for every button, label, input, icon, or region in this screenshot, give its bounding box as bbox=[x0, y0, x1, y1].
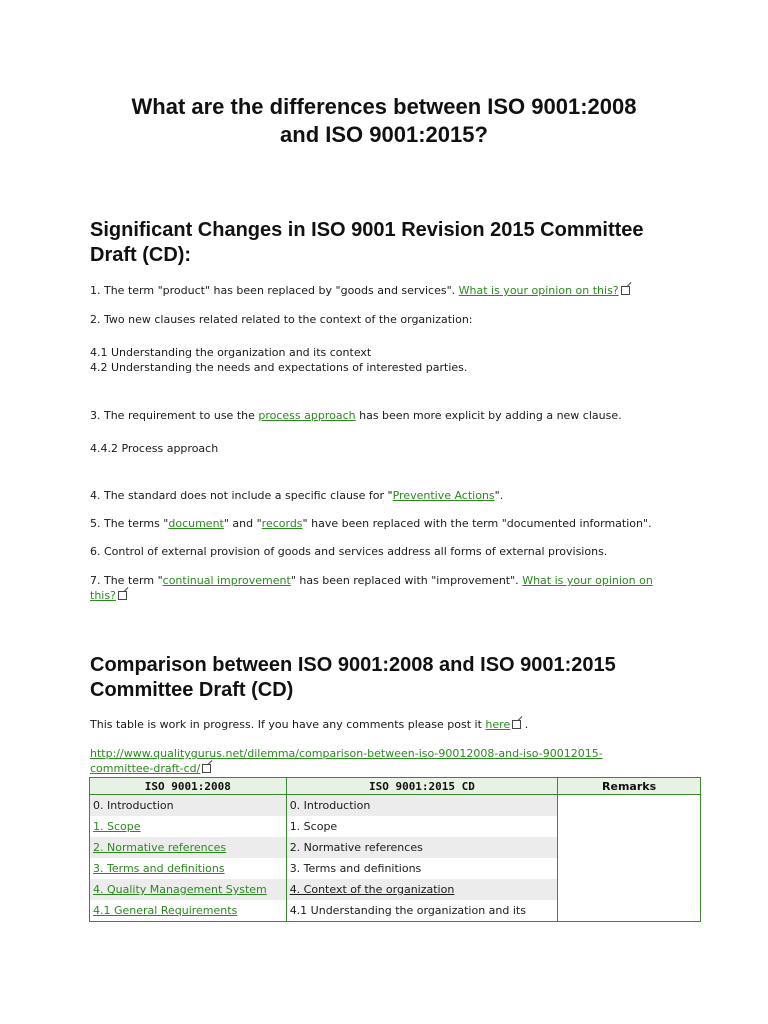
external-link-icon[interactable] bbox=[621, 286, 630, 295]
column-header-iso-2015-cd: ISO 9001:2015 CD bbox=[286, 778, 558, 795]
section-heading-significant-changes bbox=[90, 218, 710, 268]
item-text: has been more explicit by adding a new clause. bbox=[355, 409, 622, 422]
opinion-link[interactable]: What is your opinion on this? bbox=[458, 284, 619, 297]
table-row bbox=[90, 795, 701, 817]
cell-iso-2008: 0. Introduction bbox=[90, 795, 287, 817]
opinion-link-2-continued[interactable]: this? bbox=[90, 589, 116, 602]
heading-line-2: Draft (CD): bbox=[90, 244, 192, 266]
item-text: " and " bbox=[223, 517, 262, 530]
source-url-continued bbox=[90, 761, 690, 776]
table-header-row bbox=[90, 778, 701, 795]
source-url-link-continued[interactable]: committee-draft-cd/ bbox=[90, 762, 201, 775]
page-title-line-2: and ISO 9001:2015? bbox=[280, 122, 488, 147]
quality-management-system-link[interactable]: 4. Quality Management System bbox=[93, 883, 267, 896]
comparison-table bbox=[89, 777, 701, 922]
external-link-icon[interactable] bbox=[512, 720, 521, 729]
clause-text: 4.4.2 Process approach bbox=[90, 442, 219, 455]
item-text: 7. The term " bbox=[90, 574, 163, 587]
normative-references-link[interactable]: 2. Normative references bbox=[93, 841, 227, 854]
heading-line-1: Comparison between ISO 9001:2008 and ISO 9001:2015 bbox=[90, 654, 616, 676]
here-link[interactable]: here bbox=[485, 718, 511, 731]
item-text: 4. The standard does not include a specific clause for " bbox=[90, 489, 393, 502]
clause-text: 4.1 Understanding the organization and its context bbox=[90, 346, 372, 359]
preventive-actions-link[interactable]: Preventive Actions bbox=[392, 489, 495, 502]
external-link-icon[interactable] bbox=[202, 764, 211, 773]
change-item-2 bbox=[90, 312, 690, 327]
cell-iso-2015: 1. Scope bbox=[286, 816, 558, 837]
change-item-1 bbox=[90, 283, 690, 298]
opinion-link-2[interactable]: What is your opinion on bbox=[522, 574, 653, 587]
document-link[interactable]: document bbox=[168, 517, 224, 530]
change-item-4 bbox=[90, 488, 690, 503]
column-header-remarks: Remarks bbox=[558, 778, 701, 795]
item-text: 3. The requirement to use the bbox=[90, 409, 259, 422]
context-of-organization-text: 4. Context of the organization bbox=[289, 883, 455, 896]
heading-line-1: Significant Changes in ISO 9001 Revision 2015 Committee bbox=[90, 219, 644, 241]
cell-iso-2015: 0. Introduction bbox=[286, 795, 558, 817]
clause-4-4-2 bbox=[90, 441, 690, 456]
process-approach-link[interactable]: process approach bbox=[258, 409, 356, 422]
item-text: " have been replaced with the term "documented information". bbox=[302, 517, 652, 530]
section-heading-comparison bbox=[90, 653, 710, 703]
note-text: . bbox=[524, 718, 529, 731]
change-item-3 bbox=[90, 408, 690, 423]
cell-iso-2015: 4.1 Understanding the organization and its bbox=[286, 900, 558, 922]
external-link-icon[interactable] bbox=[118, 591, 127, 600]
page-title bbox=[60, 93, 708, 149]
item-text: 1. The term "product" has been replaced by "goods and services". bbox=[90, 284, 459, 297]
clause-text: 4.2 Understanding the needs and expectations of interested parties. bbox=[90, 361, 468, 374]
heading-line-2: Committee Draft (CD) bbox=[90, 679, 294, 701]
change-item-7 bbox=[90, 573, 690, 588]
item-text: 2. Two new clauses related related to the context of the organization: bbox=[90, 313, 473, 326]
records-link[interactable]: records bbox=[261, 517, 303, 530]
cell-iso-2015: 2. Normative references bbox=[286, 837, 558, 858]
column-header-iso-2008: ISO 9001:2008 bbox=[90, 778, 287, 795]
continual-improvement-link[interactable]: continual improvement bbox=[162, 574, 291, 587]
change-item-5 bbox=[90, 516, 690, 531]
cell-iso-2015: 3. Terms and definitions bbox=[286, 858, 558, 879]
source-url-link[interactable]: http://www.qualitygurus.net/dilemma/comparison-between-iso-90012008-and-iso-90012015- bbox=[90, 747, 603, 760]
terms-and-definitions-link[interactable]: 3. Terms and definitions bbox=[93, 862, 225, 875]
change-item-6 bbox=[90, 544, 690, 559]
item-text: ". bbox=[494, 489, 504, 502]
cell-remarks bbox=[558, 795, 701, 922]
scope-link[interactable]: 1. Scope bbox=[93, 820, 141, 833]
general-requirements-link[interactable]: 4.1 General Requirements bbox=[93, 904, 238, 917]
note-text: This table is work in progress. If you have any comments please post it bbox=[90, 718, 486, 731]
change-item-7-continued bbox=[90, 588, 690, 603]
clause-4-1 bbox=[90, 345, 690, 360]
table-note bbox=[90, 717, 690, 732]
source-url bbox=[90, 746, 690, 761]
item-text: 5. The terms " bbox=[90, 517, 169, 530]
item-text: " has been replaced with "improvement". bbox=[290, 574, 523, 587]
clause-4-2 bbox=[90, 360, 690, 375]
item-text: 6. Control of external provision of goods and services address all forms of external provisions. bbox=[90, 545, 608, 558]
page-title-line-1: What are the differences between ISO 9001:2008 bbox=[131, 94, 637, 119]
